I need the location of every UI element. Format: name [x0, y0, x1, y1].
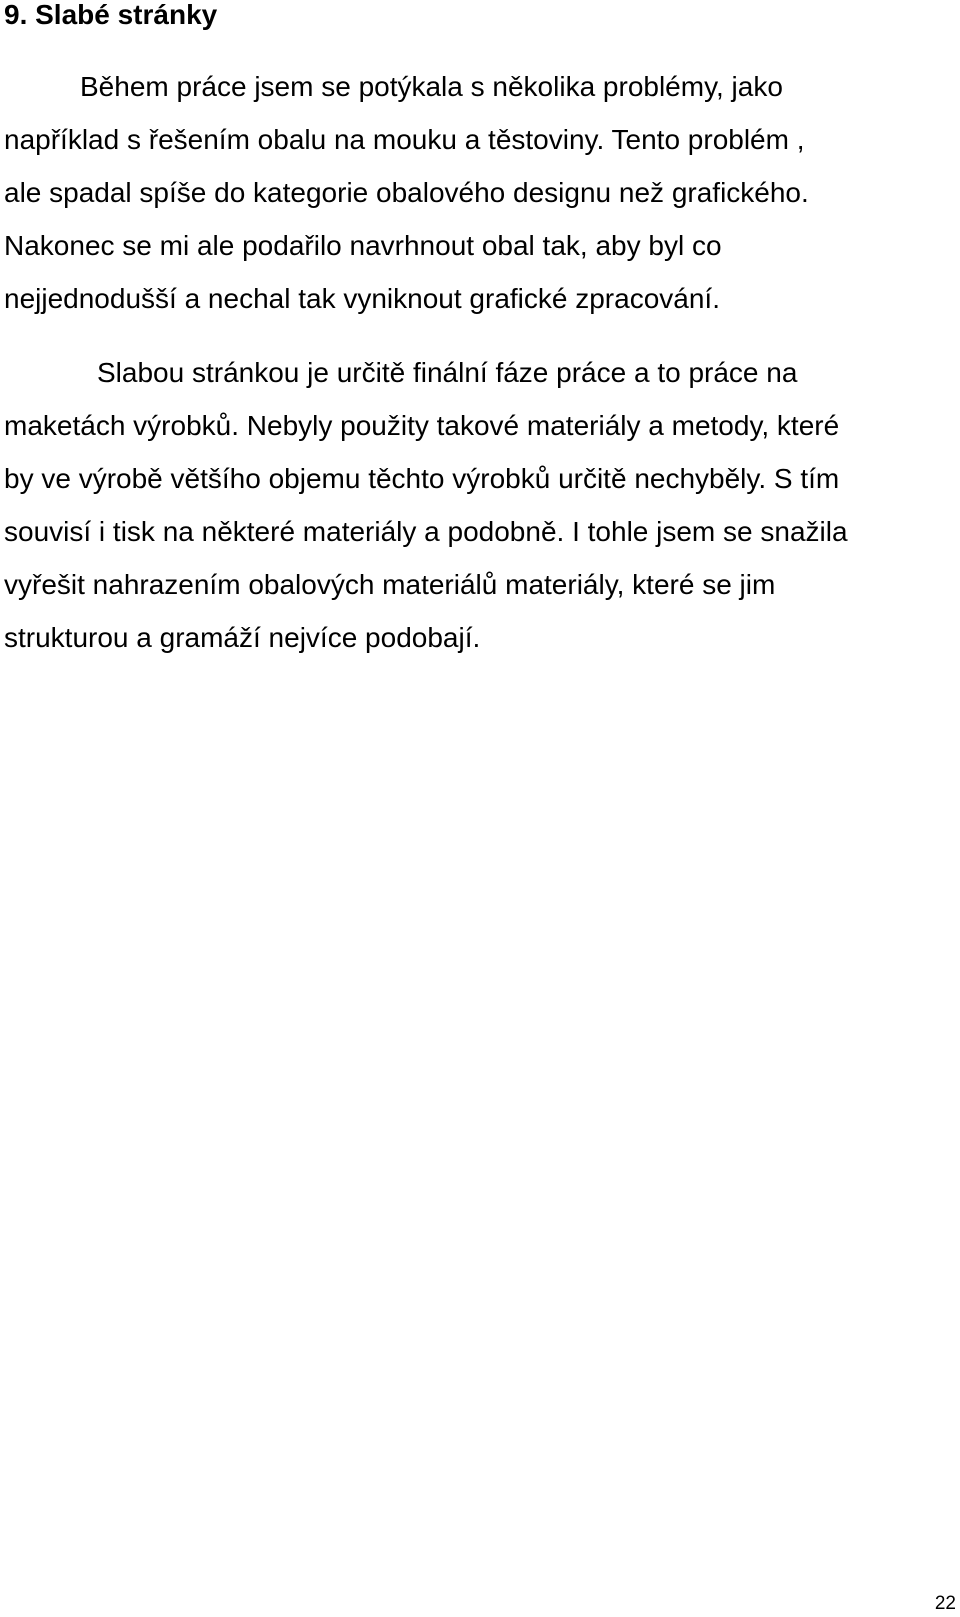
paragraph-line: Během práce jsem se potýkala s několika problémy, jako: [80, 71, 783, 102]
paragraph-line: souvisí i tisk na některé materiály a podobně. I tohle jsem se snažila: [4, 516, 848, 547]
paragraph-line: strukturou a gramáží nejvíce podobají.: [4, 622, 481, 653]
page-number: 22: [934, 1593, 956, 1614]
section-heading: 9. Slabé stránky: [4, 0, 218, 30]
paragraph-line: ale spadal spíše do kategorie obalového designu než grafického.: [4, 177, 809, 208]
paragraph-line: Slabou stránkou je určitě finální fáze práce a to práce na: [97, 357, 798, 388]
paragraph-line: by ve výrobě většího objemu těchto výrobků určitě nechyběly. S tím: [4, 463, 840, 494]
paragraph-line: Nakonec se mi ale podařilo navrhnout obal tak, aby byl co: [4, 230, 722, 261]
paragraph-line: například s řešením obalu na mouku a těstoviny. Tento problém ,: [4, 124, 805, 155]
paragraph-line: vyřešit nahrazením obalových materiálů materiály, které se jim: [4, 569, 776, 600]
paragraph-line: maketách výrobků. Nebyly použity takové materiály a metody, které: [4, 410, 840, 441]
paragraph-line: nejjednodušší a nechal tak vyniknout grafické zpracování.: [4, 283, 720, 314]
